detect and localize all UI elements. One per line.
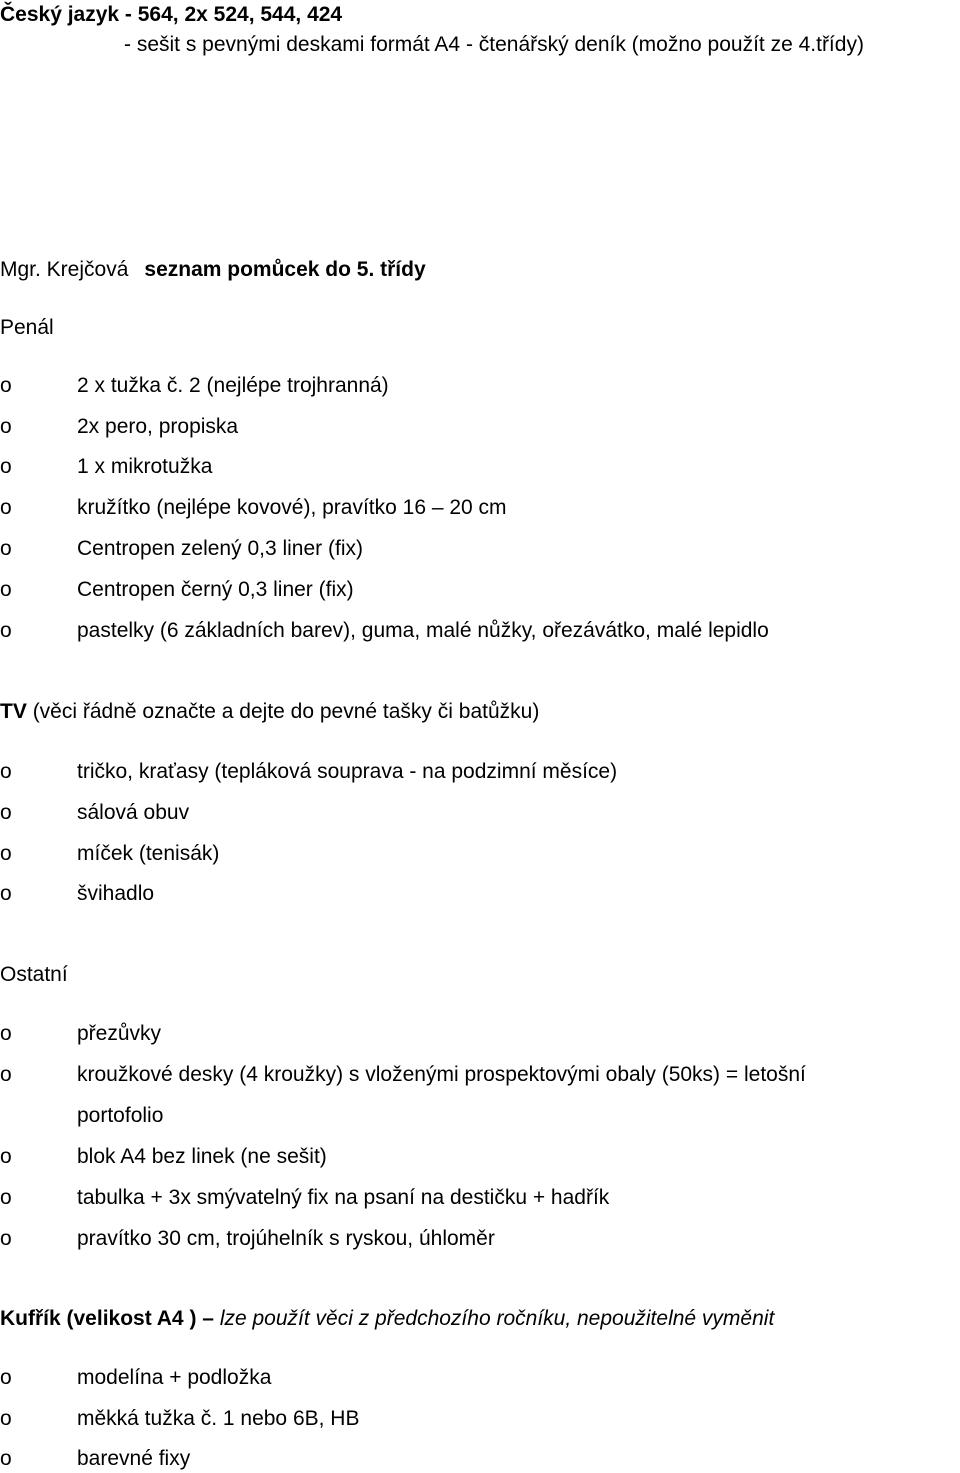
bullet-icon: o xyxy=(0,496,12,519)
list-item-text-continued: portofolio xyxy=(77,1104,164,1127)
bullet-icon: o xyxy=(0,1022,12,1045)
list-item-text: míček (tenisák) xyxy=(77,842,220,865)
list-item-text: Centropen černý 0,3 liner (fix) xyxy=(77,578,354,601)
bullet-icon: o xyxy=(0,1366,12,1389)
list-item-text: Centropen zelený 0,3 liner (fix) xyxy=(77,537,363,560)
czech-subject-detail: - sešit s pevnými deskami formát A4 - čtenářský deník (možno použít ze 4.třídy) xyxy=(124,33,864,56)
list-item-text: pastelky (6 základních barev), guma, malé nůžky, ořezávátko, malé lepidlo xyxy=(77,619,769,642)
list-item-text: pravítko 30 cm, trojúhelník s ryskou, úhloměr xyxy=(77,1227,495,1250)
list-item-text: 2 x tužka č. 2 (nejlépe trojhranná) xyxy=(77,374,389,397)
tv-note: (věci řádně označte a dejte do pevné tašky či batůžku) xyxy=(32,700,540,723)
kufrik-note: lze použít věci z předchozího ročníku, nepoužitelné vyměnit xyxy=(219,1307,775,1330)
bullet-icon: o xyxy=(0,801,12,824)
bullet-icon: o xyxy=(0,1407,12,1430)
list-item-text: tabulka + 3x smývatelný fix na psaní na destičku + hadřík xyxy=(77,1186,610,1209)
list-item-text: tričko, kraťasy (tepláková souprava - na podzimní měsíce) xyxy=(77,760,618,783)
list-item-text: modelína + podložka xyxy=(77,1366,272,1389)
bullet-icon: o xyxy=(0,760,12,783)
page-title: seznam pomůcek do 5. třídy xyxy=(144,258,426,281)
czech-subject-line: Český jazyk - 564, 2x 524, 544, 424 xyxy=(0,3,343,26)
bullet-icon: o xyxy=(0,374,12,397)
section-title-kufrik xyxy=(0,1307,774,1331)
page-heading xyxy=(0,258,426,282)
bullet-icon: o xyxy=(0,619,12,642)
bullet-icon: o xyxy=(0,882,12,905)
kufrik-title: Kufřík (velikost A4 ) xyxy=(0,1307,197,1330)
bullet-icon: o xyxy=(0,415,12,438)
list-item-text: barevné fixy xyxy=(77,1447,191,1470)
section-title-penal: Penál xyxy=(0,316,54,339)
list-item-text: blok A4 bez linek (ne sešit) xyxy=(77,1145,327,1168)
kufrik-dash: – xyxy=(202,1307,214,1330)
teacher-name: Mgr. Krejčová xyxy=(0,258,129,281)
bullet-icon: o xyxy=(0,1145,12,1168)
section-title-tv xyxy=(0,700,539,724)
bullet-icon: o xyxy=(0,1063,12,1086)
bullet-icon: o xyxy=(0,842,12,865)
bullet-icon: o xyxy=(0,455,12,478)
bullet-icon: o xyxy=(0,1227,12,1250)
list-item-text: kružítko (nejlépe kovové), pravítko 16 – 20 cm xyxy=(77,496,507,519)
bullet-icon: o xyxy=(0,578,12,601)
list-item-text: měkká tužka č. 1 nebo 6B, HB xyxy=(77,1407,360,1430)
list-item-text: 1 x mikrotužka xyxy=(77,455,213,478)
list-item-text: švihadlo xyxy=(77,882,155,905)
tv-title: TV xyxy=(0,700,27,723)
bullet-icon: o xyxy=(0,1186,12,1209)
list-item-text: sálová obuv xyxy=(77,801,190,824)
section-title-ostatni: Ostatní xyxy=(0,963,68,986)
list-item-text: přezůvky xyxy=(77,1022,162,1045)
list-item-text: 2x pero, propiska xyxy=(77,415,239,438)
list-item-text: kroužkové desky (4 kroužky) s vloženými prospektovými obaly (50ks) = letošní xyxy=(77,1063,806,1086)
bullet-icon: o xyxy=(0,537,12,560)
bullet-icon: o xyxy=(0,1447,12,1470)
